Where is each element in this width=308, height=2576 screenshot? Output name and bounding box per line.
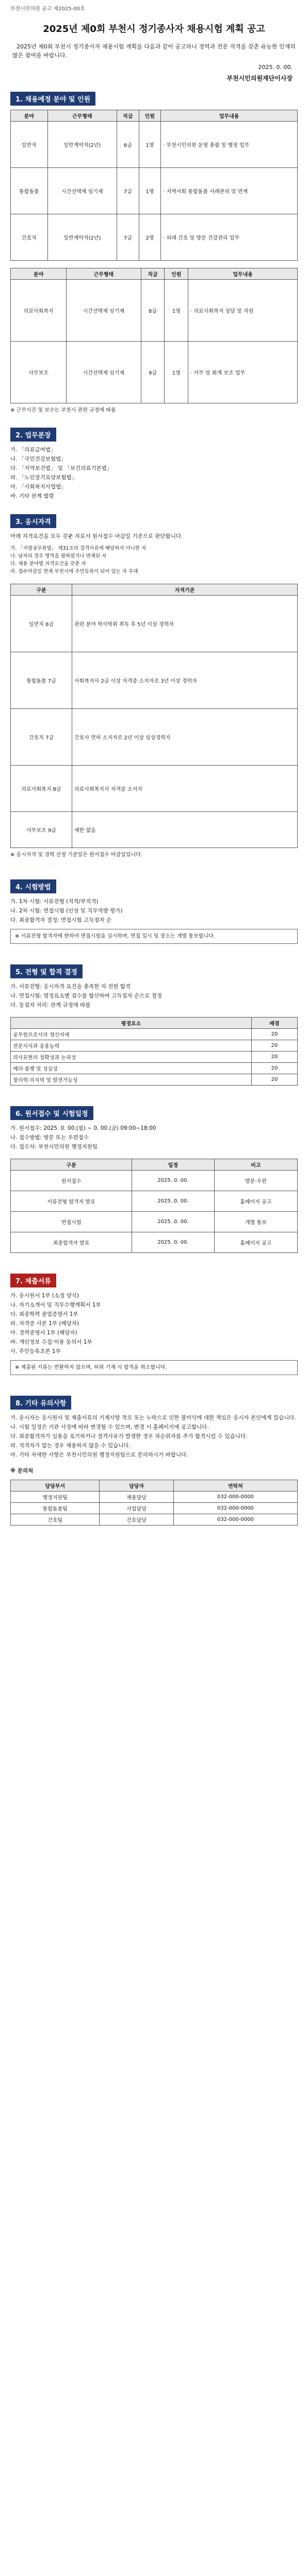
list-item: 라. 접수마감일 현재 부천시에 주민등록이 되어 있는 자 우대 xyxy=(10,569,138,574)
cell: 간호직 7급 xyxy=(11,709,72,766)
cell: 일반계약직(2년) xyxy=(47,122,117,168)
cell: · 부천시민의원 운영 총괄 및 행정 업무 xyxy=(161,122,298,168)
cell: 채용담당 xyxy=(100,1492,173,1503)
col-header: 담당자 xyxy=(100,1480,173,1492)
list-item: 라. 「노인장기요양보험법」 xyxy=(10,474,77,481)
cell: · 외래 간호 및 방문 건강관리 업무 xyxy=(161,214,298,261)
table-row xyxy=(11,1503,298,1514)
col-header: 비고 xyxy=(214,1159,297,1171)
intro-text: 2025년 제0회 부천시 정기종사자 채용시험 계획을 다음과 같이 공고하니 경력과 전문 자격을 갖춘 유능한 인재의 많은 참여를 바랍니다. xyxy=(12,43,296,59)
cell: 사회복지사 2급 이상 자격증 소지자로 3년 이상 경력자 xyxy=(72,652,298,709)
list-item: 다. 「지역보건법」 및 「보건의료기본법」 xyxy=(10,465,112,471)
col-header: 연락처 xyxy=(173,1480,297,1492)
section-positions xyxy=(10,92,298,414)
cell: 전문지식과 응용능력 xyxy=(11,1040,252,1052)
notice-number: 부천시민의원 공고 제2025-00호 xyxy=(10,6,85,12)
col-header: 직급 xyxy=(141,268,165,280)
list-item: 바. 기타 관계 법령 xyxy=(10,493,54,499)
cell: 행정지원팀 xyxy=(11,1492,100,1503)
cell: 의료사회복지사 자격증 소지자 xyxy=(72,766,298,812)
cell: 20 xyxy=(252,1074,298,1086)
section-duties xyxy=(10,428,298,501)
positions-table-1 xyxy=(10,110,298,261)
list-item: 가. 원서접수: 2025. 0. 00.(월) ~ 0. 00.(금) 09:00~18:00 xyxy=(10,1125,156,1131)
cell: 1명 xyxy=(139,168,161,214)
cell: 1명 xyxy=(165,342,188,403)
contact-table xyxy=(10,1480,298,1526)
cell: 제한 없음 xyxy=(72,812,298,848)
notice-date: 2025. 0. 00. xyxy=(258,64,293,71)
cell: 최종합격자 발표 xyxy=(11,1232,132,1253)
cell: 2025. 0. 00. xyxy=(132,1191,215,1212)
col-header: 담당부서 xyxy=(11,1480,100,1492)
list-item: 마. 경력증명서 1부 (해당자) xyxy=(10,1330,77,1336)
list-item: 가. 응시원서 1부 (소정 양식) xyxy=(10,1293,79,1299)
cell: 사업담당 xyxy=(100,1503,173,1514)
cell: 시간선택제 임기제 xyxy=(47,168,117,214)
table-row xyxy=(11,342,298,403)
documents-list xyxy=(10,1292,298,1356)
cell: 032-000-0000 xyxy=(173,1514,297,1526)
table-row xyxy=(11,1514,298,1526)
section-schedule xyxy=(10,1106,298,1253)
col-header: 자격기준 xyxy=(72,584,298,596)
list-item: 바. 개인정보 수집·이용 동의서 1부 xyxy=(10,1339,92,1345)
col-header: 인원 xyxy=(165,268,188,280)
table-row xyxy=(11,1492,298,1503)
cell: 20 xyxy=(252,1063,298,1074)
col-header: 구분 xyxy=(11,584,72,596)
eligibility-list xyxy=(10,545,298,575)
list-item: 가. 「의료급여법」 xyxy=(10,447,56,453)
table-row xyxy=(11,168,298,214)
duties-list xyxy=(10,446,298,501)
eligibility-intro: 아래 자격요건을 모두 갖춘 자로서 원서접수 마감일 기준으로 판단합니다. xyxy=(10,533,183,539)
table-row xyxy=(11,1052,298,1063)
cell: 시간선택제 임기제 xyxy=(67,280,141,342)
exam-notice-box: ※ 서류전형 합격자에 한하여 면접시험을 실시하며, 면접 일시 및 장소는 개별 통보합니다. xyxy=(10,929,298,944)
list-item: 다. 최종합격자가 임용을 포기하거나 결격사유가 발생한 경우 차순위자를 추가 합격시킬 수 있습니다. xyxy=(10,1433,248,1439)
list-item: 가. 응시자는 응시원서 및 제출서류의 기재사항 착오 또는 누락으로 인한 불이익에 대한 책임은 응시자 본인에게 있습니다. xyxy=(10,1415,296,1421)
section-heading: 7. 제출서류 xyxy=(10,1274,56,1287)
table-row xyxy=(11,1171,298,1191)
schedule-table xyxy=(10,1159,298,1253)
section-heading: 1. 채용예정 분야 및 인원 xyxy=(10,92,95,106)
table-row xyxy=(11,1232,298,1253)
list-item: 다. 접수처: 부천시민의원 행정지원팀 xyxy=(10,1144,98,1150)
table-row xyxy=(11,1212,298,1232)
list-item: 나. 시험 일정은 기관 사정에 따라 변경될 수 있으며, 변경 시 홈페이지에 공고합니다. xyxy=(10,1424,209,1430)
cell: 의료사회복지 xyxy=(11,280,67,342)
table-row xyxy=(11,1191,298,1212)
cell: 방문·우편 xyxy=(214,1171,297,1191)
list-item: 가. 「지방공무원법」 제31조의 결격사유에 해당하지 아니한 자 xyxy=(10,546,147,551)
contact-label: ※ 문의처 xyxy=(10,1468,34,1474)
col-header: 근무형태 xyxy=(47,110,117,122)
positions-note: ※ 근무시간 및 보수는 부천시 관련 규정에 따름 xyxy=(10,408,116,413)
cell: · 의료사회복지 상담 및 지원 xyxy=(188,280,298,342)
documents-notice-box: ※ 제출된 서류는 반환하지 않으며, 허위 기재 시 합격을 취소합니다. xyxy=(10,1360,298,1375)
table-row xyxy=(11,596,298,652)
cell: 관련 분야 학사학위 취득 후 5년 이상 경력자 xyxy=(72,596,298,652)
eligibility-note: ※ 응시자격 및 경력 산정 기준일은 원서접수 마감일입니다. xyxy=(10,852,142,858)
cell: 홈페이지 공고 xyxy=(214,1232,297,1253)
cell: 통합돌봄 7급 xyxy=(11,652,72,709)
cell: 2025. 0. 00. xyxy=(132,1171,215,1191)
section-heading: 5. 전형 및 합격 결정 xyxy=(10,964,83,978)
table-row xyxy=(11,1040,298,1052)
cell: 1명 xyxy=(165,280,188,342)
cell: 일반직 xyxy=(11,122,48,168)
table-row xyxy=(11,122,298,168)
cell: 간호팀 xyxy=(11,1514,100,1526)
list-item: 나. 「국민건강보험법」 xyxy=(10,456,67,462)
cell: 1명 xyxy=(139,122,161,168)
table-row xyxy=(11,709,298,766)
section-heading: 6. 원서접수 및 시험일정 xyxy=(10,1106,93,1120)
cell: 창의력·의지력 및 발전가능성 xyxy=(11,1074,252,1086)
col-header: 일정 xyxy=(132,1159,215,1171)
list-item: 다. 동점자 처리: 관계 규정에 따름 xyxy=(10,1002,91,1008)
col-header: 업무내용 xyxy=(161,110,298,122)
list-item: 다. 최종학력 졸업증명서 1부 xyxy=(10,1311,78,1317)
cell: 9급 xyxy=(141,342,165,403)
cell: 간호담당 xyxy=(100,1514,173,1526)
section-heading: 4. 시험방법 xyxy=(10,879,56,893)
col-header: 근무형태 xyxy=(67,268,141,280)
col-header: 배점 xyxy=(252,1018,298,1029)
col-header: 분야 xyxy=(11,110,48,122)
cell: 2025. 0. 00. xyxy=(132,1232,215,1253)
schedule-list xyxy=(10,1124,298,1151)
cell: 의사표현의 정확성과 논리성 xyxy=(11,1052,252,1063)
table-row xyxy=(11,1074,298,1086)
list-item: 가. 1차 시험: 서류전형 (적격/부적격) xyxy=(10,899,99,905)
table-row xyxy=(11,280,298,342)
cell: 면접시험 xyxy=(11,1212,132,1232)
list-item: 나. 면접시험: 평정요소별 점수를 합산하여 고득점자 순으로 결정 xyxy=(10,993,162,999)
selection-table xyxy=(10,1017,298,1086)
cell: 사무보조 xyxy=(11,342,67,403)
cell: 간호직 xyxy=(11,214,48,261)
list-item: 나. 2차 시험: 면접시험 (인성 및 직무역량 평가) xyxy=(10,908,123,914)
col-header: 인원 xyxy=(139,110,161,122)
section-notes xyxy=(10,1396,298,1526)
cell: 통합돌봄팀 xyxy=(11,1503,100,1514)
col-header: 평정요소 xyxy=(11,1018,252,1029)
list-item: 라. 적격자가 없는 경우 채용하지 않을 수 있습니다. xyxy=(10,1443,131,1449)
selection-list xyxy=(10,982,298,1010)
cell: 2025. 0. 00. xyxy=(132,1212,215,1232)
list-item: 마. 「사회복지사업법」 xyxy=(10,484,67,490)
cell: 8급 xyxy=(141,280,165,342)
cell: 2명 xyxy=(139,214,161,261)
issuing-org: 부천시민의원재단이사장 xyxy=(226,75,293,82)
cell: 20 xyxy=(252,1040,298,1052)
page-title: 2025년 제0회 부천시 정기종사자 채용시험 계획 공고 xyxy=(43,24,265,35)
cell: 의료사회복지 8급 xyxy=(11,766,72,812)
cell: 통합돌봄 xyxy=(11,168,48,214)
cell: 홈페이지 공고 xyxy=(214,1191,297,1212)
col-header: 분야 xyxy=(11,268,67,280)
cell: 032-000-0000 xyxy=(173,1492,297,1503)
cell: 간호사 면허 소지자로 2년 이상 임상경력자 xyxy=(72,709,298,766)
eligibility-table xyxy=(10,584,298,848)
cell: 20 xyxy=(252,1052,298,1063)
section-exam xyxy=(10,879,298,944)
table-row xyxy=(11,214,298,261)
cell: · 서무 및 회계 보조 업무 xyxy=(188,342,298,403)
list-item: 나. 접수방법: 방문 또는 우편접수 xyxy=(10,1134,89,1141)
section-heading: 3. 응시자격 xyxy=(10,514,56,528)
cell: 7급 xyxy=(117,214,139,261)
col-header: 업무내용 xyxy=(188,268,298,280)
list-item: 마. 기타 자세한 사항은 부천시민의원 행정지원팀으로 문의하시기 바랍니다. xyxy=(10,1452,188,1458)
table-row xyxy=(11,652,298,709)
cell: 예의·품행 및 성실성 xyxy=(11,1063,252,1074)
section-eligibility xyxy=(10,514,298,859)
list-item: 라. 자격증 사본 1부 (해당자) xyxy=(10,1320,79,1327)
section-selection xyxy=(10,964,298,1086)
cell: 공무원으로서의 정신자세 xyxy=(11,1029,252,1040)
col-header: 구분 xyxy=(11,1159,132,1171)
col-header: 직급 xyxy=(117,110,139,122)
cell: 개별 통보 xyxy=(214,1212,297,1232)
notes-list xyxy=(10,1414,298,1460)
table-row xyxy=(11,766,298,812)
cell: 원서접수 xyxy=(11,1171,132,1191)
list-item: 다. 채용 분야별 자격요건을 갖춘 자 xyxy=(10,561,86,567)
list-item: 다. 최종합격자 결정: 면접시험 고득점자 순 xyxy=(10,917,111,923)
list-item: 나. 자기소개서 및 직무수행계획서 1부 xyxy=(10,1302,101,1308)
exam-list xyxy=(10,897,298,925)
cell: 일반계약직(2년) xyxy=(47,214,117,261)
table-row xyxy=(11,1029,298,1040)
cell: 사무보조 9급 xyxy=(11,812,72,848)
table-row xyxy=(11,812,298,848)
cell: 서류전형 합격자 발표 xyxy=(11,1191,132,1212)
cell: 20 xyxy=(252,1029,298,1040)
positions-table-2 xyxy=(10,268,298,403)
cell: 시간선택제 임기제 xyxy=(67,342,141,403)
cell: · 지역사회 통합돌봄 사례관리 및 연계 xyxy=(161,168,298,214)
cell: 7급 xyxy=(117,168,139,214)
section-documents xyxy=(10,1274,298,1375)
cell: 일반직 6급 xyxy=(11,596,72,652)
table-row xyxy=(11,1063,298,1074)
section-heading: 2. 업무분장 xyxy=(10,428,56,442)
cell: 6급 xyxy=(117,122,139,168)
list-item: 가. 서류전형: 응시자격 요건을 충족한 자 전원 합격 xyxy=(10,984,131,990)
list-item: 사. 주민등록초본 1부 xyxy=(10,1348,61,1354)
list-item: 나. 남자의 경우 병역을 필하였거나 면제된 자 xyxy=(10,553,107,559)
cell: 032-000-0000 xyxy=(173,1503,297,1514)
section-heading: 8. 기타 유의사항 xyxy=(10,1396,71,1410)
